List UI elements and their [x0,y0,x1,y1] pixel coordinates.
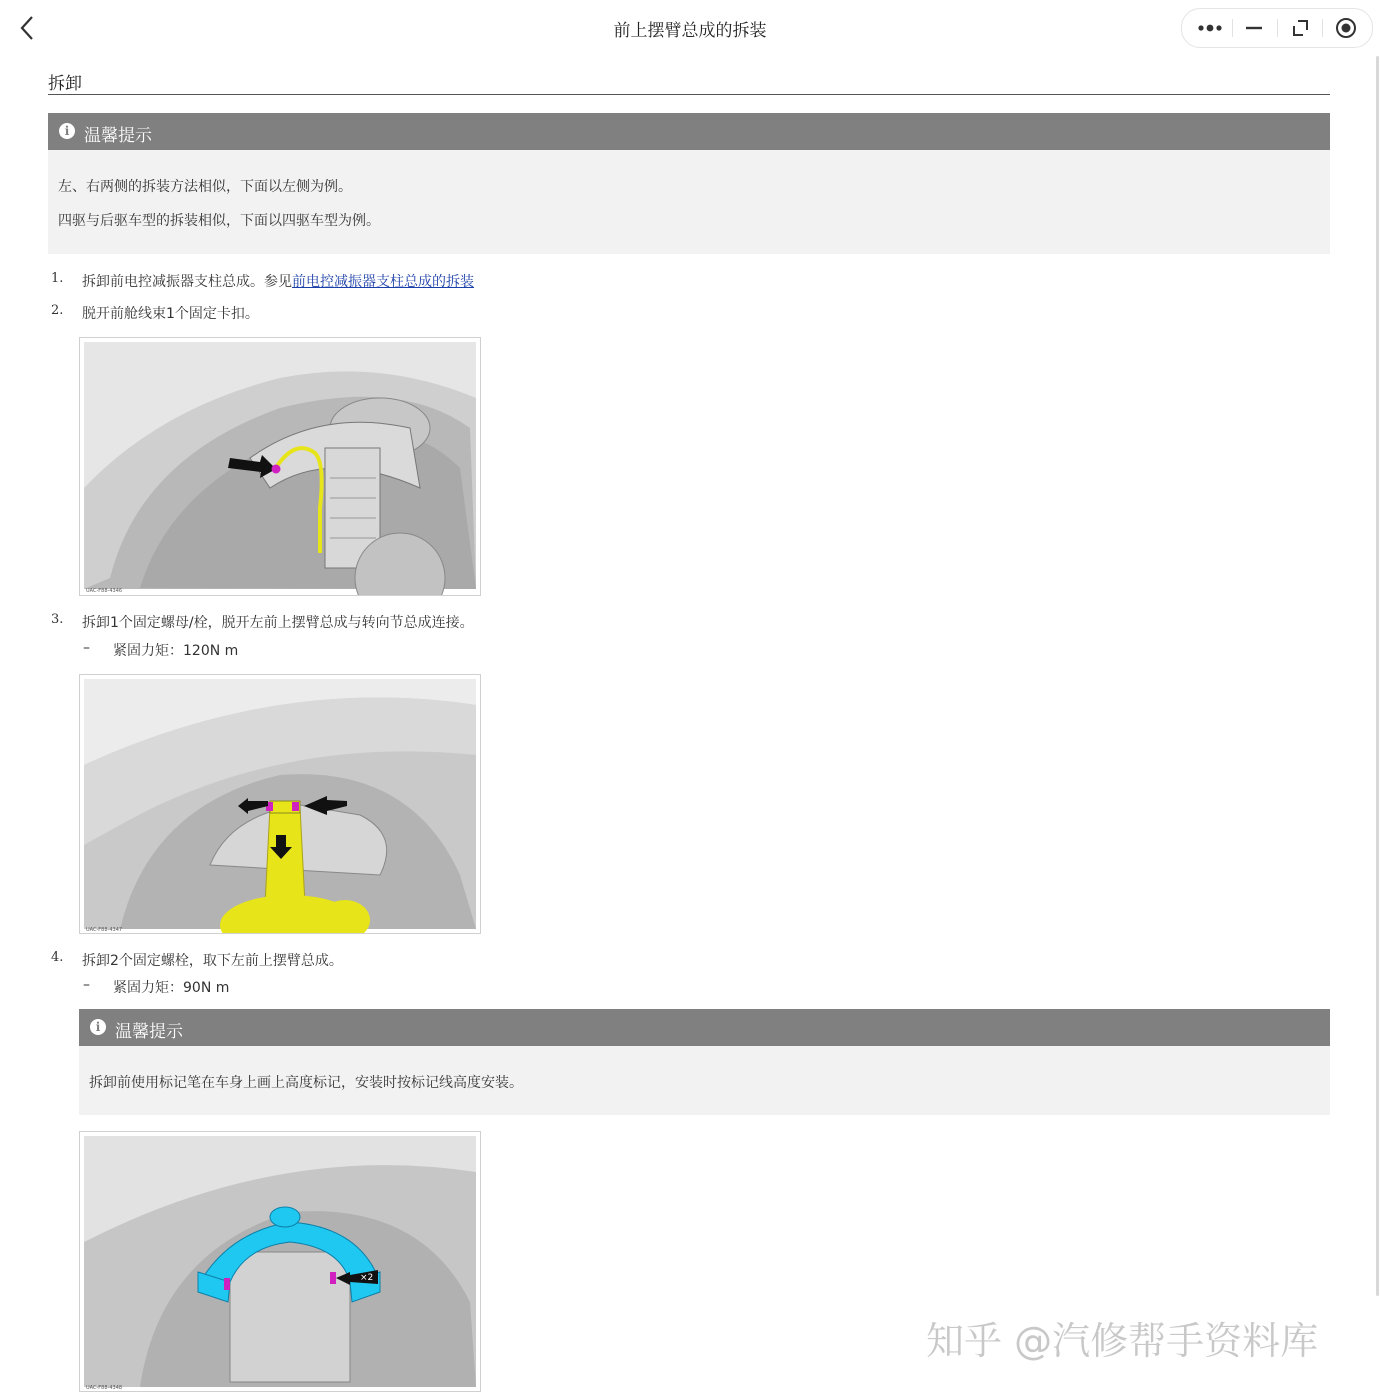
bullet-dash: – [83,640,90,656]
step-number: 3. [51,612,64,627]
info-icon: i [59,123,75,139]
notice-header [48,113,1330,150]
torque-text: 紧固力矩：90N m [113,980,230,996]
callout-label: ×2 [360,1273,374,1283]
reference-link[interactable]: 前电控减振器支柱总成的拆装 [292,274,474,290]
notice-text: 拆卸前使用标记笔在车身上画上高度标记，安装时按标记线高度安装。 [89,1075,523,1091]
section-heading: 拆卸 [48,69,1330,95]
figure-caption: UAC-F88-4346 [86,588,123,594]
bullet-dash: – [83,977,90,993]
info-icon: i [90,1019,106,1035]
diagram-image [79,1131,481,1392]
scrollbar[interactable] [1376,56,1379,1296]
notice-text: 四驱与后驱车型的拆装相似，下面以四驱车型为例。 [58,213,380,229]
page-title: 前上摆臂总成的拆装 [613,21,767,41]
step-text: 拆卸1个固定螺母/栓，脱开左前上摆臂总成与转向节总成连接。 [82,615,474,631]
step-text: 脱开前舱线束1个固定卡扣。 [82,306,259,322]
notice-label: 温馨提示 [115,1022,183,1042]
more-dots-icon[interactable] [1192,13,1228,43]
torque-spec [83,640,483,660]
notice-label: 温馨提示 [84,126,152,146]
step-text: 拆卸2个固定螺栓，取下左前上摆臂总成。 [82,953,343,969]
step-number: 1. [51,271,64,286]
notice-box [48,113,1330,254]
figure-caption: UAC-F88-4347 [86,927,123,933]
divider [1232,19,1233,37]
torque-spec [83,977,483,997]
torque-text: 紧固力矩：120N m [113,643,239,659]
diagram-image [79,337,481,596]
divider [1322,19,1323,37]
step-number: 4. [51,950,64,965]
step-number: 2. [51,303,64,318]
record-icon[interactable] [1328,13,1364,43]
minimize-icon[interactable] [1236,13,1272,43]
divider [1277,19,1278,37]
step-item [51,303,1251,323]
step-item [51,950,1251,970]
figure-caption: UAC-F88-4348 [86,1385,123,1391]
notice-text: 左、右两侧的拆装方法相似，下面以左侧为例。 [58,179,352,195]
restore-icon[interactable] [1281,13,1317,43]
step-text [82,271,474,291]
step-item [51,271,1251,291]
title-bar [0,0,1380,56]
notice-header [79,1009,1330,1046]
window-controls [1181,8,1373,48]
diagram-image [79,674,481,934]
step-item [51,612,1251,632]
notice-box [79,1009,1330,1115]
step-text-body: 拆卸前电控减振器支柱总成。参见 [82,274,292,290]
watermark: 知乎 @汽修帮手资料库 [926,1319,1319,1363]
